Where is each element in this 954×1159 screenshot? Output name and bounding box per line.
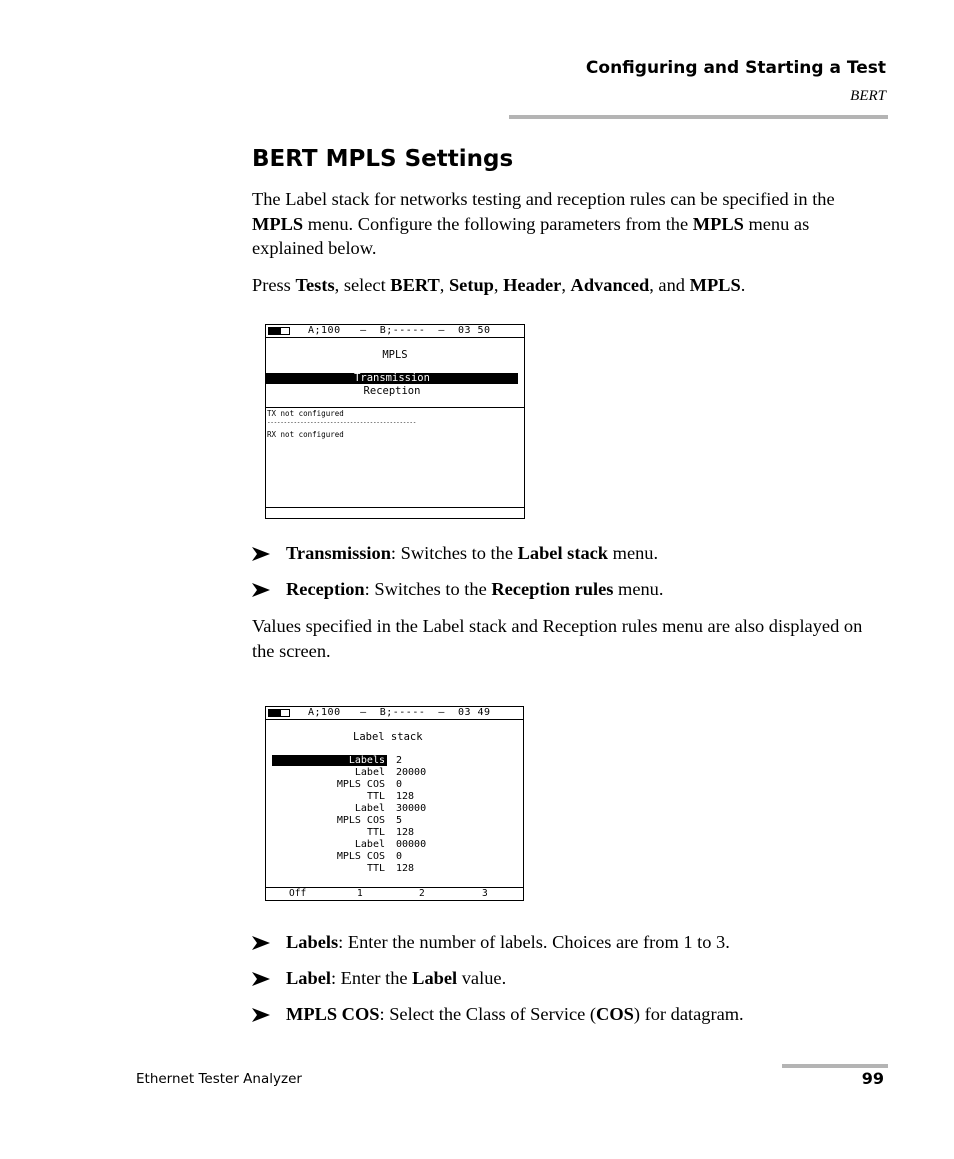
status-text: A;100 – B;----- – 03 50 bbox=[308, 325, 491, 336]
press-text: Press bbox=[252, 275, 296, 295]
press-text: , bbox=[439, 275, 449, 295]
intro-text: menu. Configure the following parameters from the bbox=[303, 213, 693, 234]
screen-title: MPLS bbox=[382, 349, 408, 361]
press-text: , bbox=[561, 275, 571, 295]
label-row[interactable] bbox=[266, 803, 523, 815]
press-bold: Advanced bbox=[570, 275, 650, 295]
fkey-1[interactable]: 1 bbox=[357, 888, 363, 899]
bullet-text: : Switches to the bbox=[364, 579, 492, 599]
separator-line: --------------------------------------------- bbox=[267, 419, 417, 426]
footer-product: Ethernet Tester Analyzer bbox=[136, 1071, 302, 1087]
bullet-text: ) for datagram. bbox=[633, 1004, 744, 1024]
arrow-bullet-icon bbox=[252, 972, 270, 986]
menu-item-reception[interactable]: Reception bbox=[363, 385, 421, 397]
bullet-text: menu. bbox=[608, 543, 659, 563]
row-key: TTL bbox=[366, 863, 385, 874]
label-row[interactable] bbox=[266, 839, 523, 851]
label-row[interactable] bbox=[266, 779, 523, 791]
press-bold: MPLS bbox=[689, 275, 741, 295]
battery-icon bbox=[268, 709, 290, 717]
intro-text: The Label stack for networks testing and reception rules can be specified in the bbox=[252, 189, 835, 209]
rx-status: RX not configured bbox=[267, 430, 344, 439]
label-row-labels[interactable] bbox=[266, 755, 523, 767]
fkey-2[interactable]: 2 bbox=[419, 888, 425, 899]
bullet-text: menu. bbox=[613, 579, 664, 599]
bullet-term: Label bbox=[286, 968, 331, 988]
tx-status: TX not configured bbox=[267, 409, 344, 418]
arrow-bullet-icon bbox=[252, 1008, 270, 1022]
press-bold: Tests bbox=[295, 275, 335, 295]
press-instruction bbox=[252, 273, 882, 298]
press-text: , and bbox=[649, 275, 690, 295]
arrow-bullet-icon bbox=[252, 936, 270, 950]
label-row[interactable] bbox=[266, 815, 523, 827]
intro-text: menu as explained below. bbox=[252, 213, 810, 258]
row-key: Label bbox=[354, 803, 385, 814]
menu-item-transmission[interactable] bbox=[266, 373, 518, 384]
fkey-off[interactable]: Off bbox=[289, 888, 307, 899]
label-row[interactable] bbox=[266, 791, 523, 803]
footer-rule bbox=[782, 1064, 888, 1068]
battery-icon bbox=[268, 327, 290, 335]
bullet-term: Label stack bbox=[517, 543, 609, 563]
arrow-bullet-icon bbox=[252, 547, 270, 561]
header-rule bbox=[509, 115, 888, 119]
bullet-term: Transmission bbox=[286, 543, 391, 563]
status-bar bbox=[266, 325, 524, 338]
row-value: 2 bbox=[396, 755, 403, 766]
function-key-bar bbox=[266, 887, 523, 900]
screen-title: Label stack bbox=[353, 731, 423, 743]
row-value: 0 bbox=[396, 851, 403, 862]
arrow-bullet-icon bbox=[252, 583, 270, 597]
intro-bold: MPLS bbox=[252, 213, 304, 234]
page-number: 99 bbox=[861, 1069, 884, 1088]
bullet-term: COS bbox=[596, 1004, 634, 1024]
press-text: , bbox=[493, 275, 504, 295]
row-key: Labels bbox=[348, 755, 385, 766]
values-paragraph: Values specified in the Label stack and Reception rules menu are also displayed on the screen. bbox=[252, 616, 863, 661]
press-bold: BERT bbox=[390, 275, 440, 295]
row-value: 128 bbox=[396, 827, 415, 838]
bullet-term: Label bbox=[412, 968, 458, 988]
fkey-3[interactable]: 3 bbox=[482, 888, 488, 899]
row-key: TTL bbox=[366, 827, 385, 838]
status-bar bbox=[266, 707, 523, 720]
bullet-text: : Select the Class of Service ( bbox=[379, 1004, 597, 1024]
press-text: , select bbox=[334, 275, 391, 295]
bullet-text: : Enter the bbox=[330, 968, 413, 988]
press-bold: Setup bbox=[448, 275, 494, 295]
row-value: 5 bbox=[396, 815, 403, 826]
menu-item-label: Transmission bbox=[354, 372, 430, 384]
bullet-term: Reception bbox=[286, 579, 365, 599]
row-key: MPLS COS bbox=[336, 851, 385, 862]
row-value: 20000 bbox=[396, 767, 427, 778]
page-heading: BERT MPLS Settings bbox=[252, 146, 514, 172]
row-key: TTL bbox=[366, 791, 385, 802]
bullet-text: : Enter the number of labels. Choices are from 1 to 3. bbox=[338, 932, 730, 952]
bullet-text: : Switches to the bbox=[390, 543, 518, 563]
row-key: Label bbox=[354, 839, 385, 850]
label-row[interactable] bbox=[266, 851, 523, 863]
row-value: 30000 bbox=[396, 803, 427, 814]
mpls-menu-screenshot bbox=[265, 324, 525, 519]
bullet-text: value. bbox=[457, 968, 507, 988]
row-value: 128 bbox=[396, 863, 415, 874]
bullet-term: Reception rules bbox=[491, 579, 614, 599]
row-value: 128 bbox=[396, 791, 415, 802]
label-row[interactable] bbox=[266, 827, 523, 839]
bullet-term: MPLS COS bbox=[286, 1004, 380, 1024]
row-value: 0 bbox=[396, 779, 403, 790]
label-stack-screenshot bbox=[265, 706, 524, 901]
function-bar bbox=[266, 507, 524, 518]
status-text: A;100 – B;----- – 03 49 bbox=[308, 707, 491, 718]
row-key: Label bbox=[354, 767, 385, 778]
press-bold: Header bbox=[503, 275, 562, 295]
divider bbox=[266, 407, 524, 408]
intro-bold: MPLS bbox=[692, 213, 744, 234]
label-row[interactable] bbox=[266, 767, 523, 779]
row-key: MPLS COS bbox=[336, 779, 385, 790]
label-row[interactable] bbox=[266, 863, 523, 875]
row-value: 00000 bbox=[396, 839, 427, 850]
row-key: MPLS COS bbox=[336, 815, 385, 826]
press-text: . bbox=[740, 275, 746, 295]
intro-paragraph bbox=[252, 187, 882, 261]
bullet-term: Labels bbox=[286, 932, 339, 952]
chapter-title: Configuring and Starting a Test bbox=[585, 58, 886, 78]
section-name: BERT bbox=[850, 88, 886, 104]
